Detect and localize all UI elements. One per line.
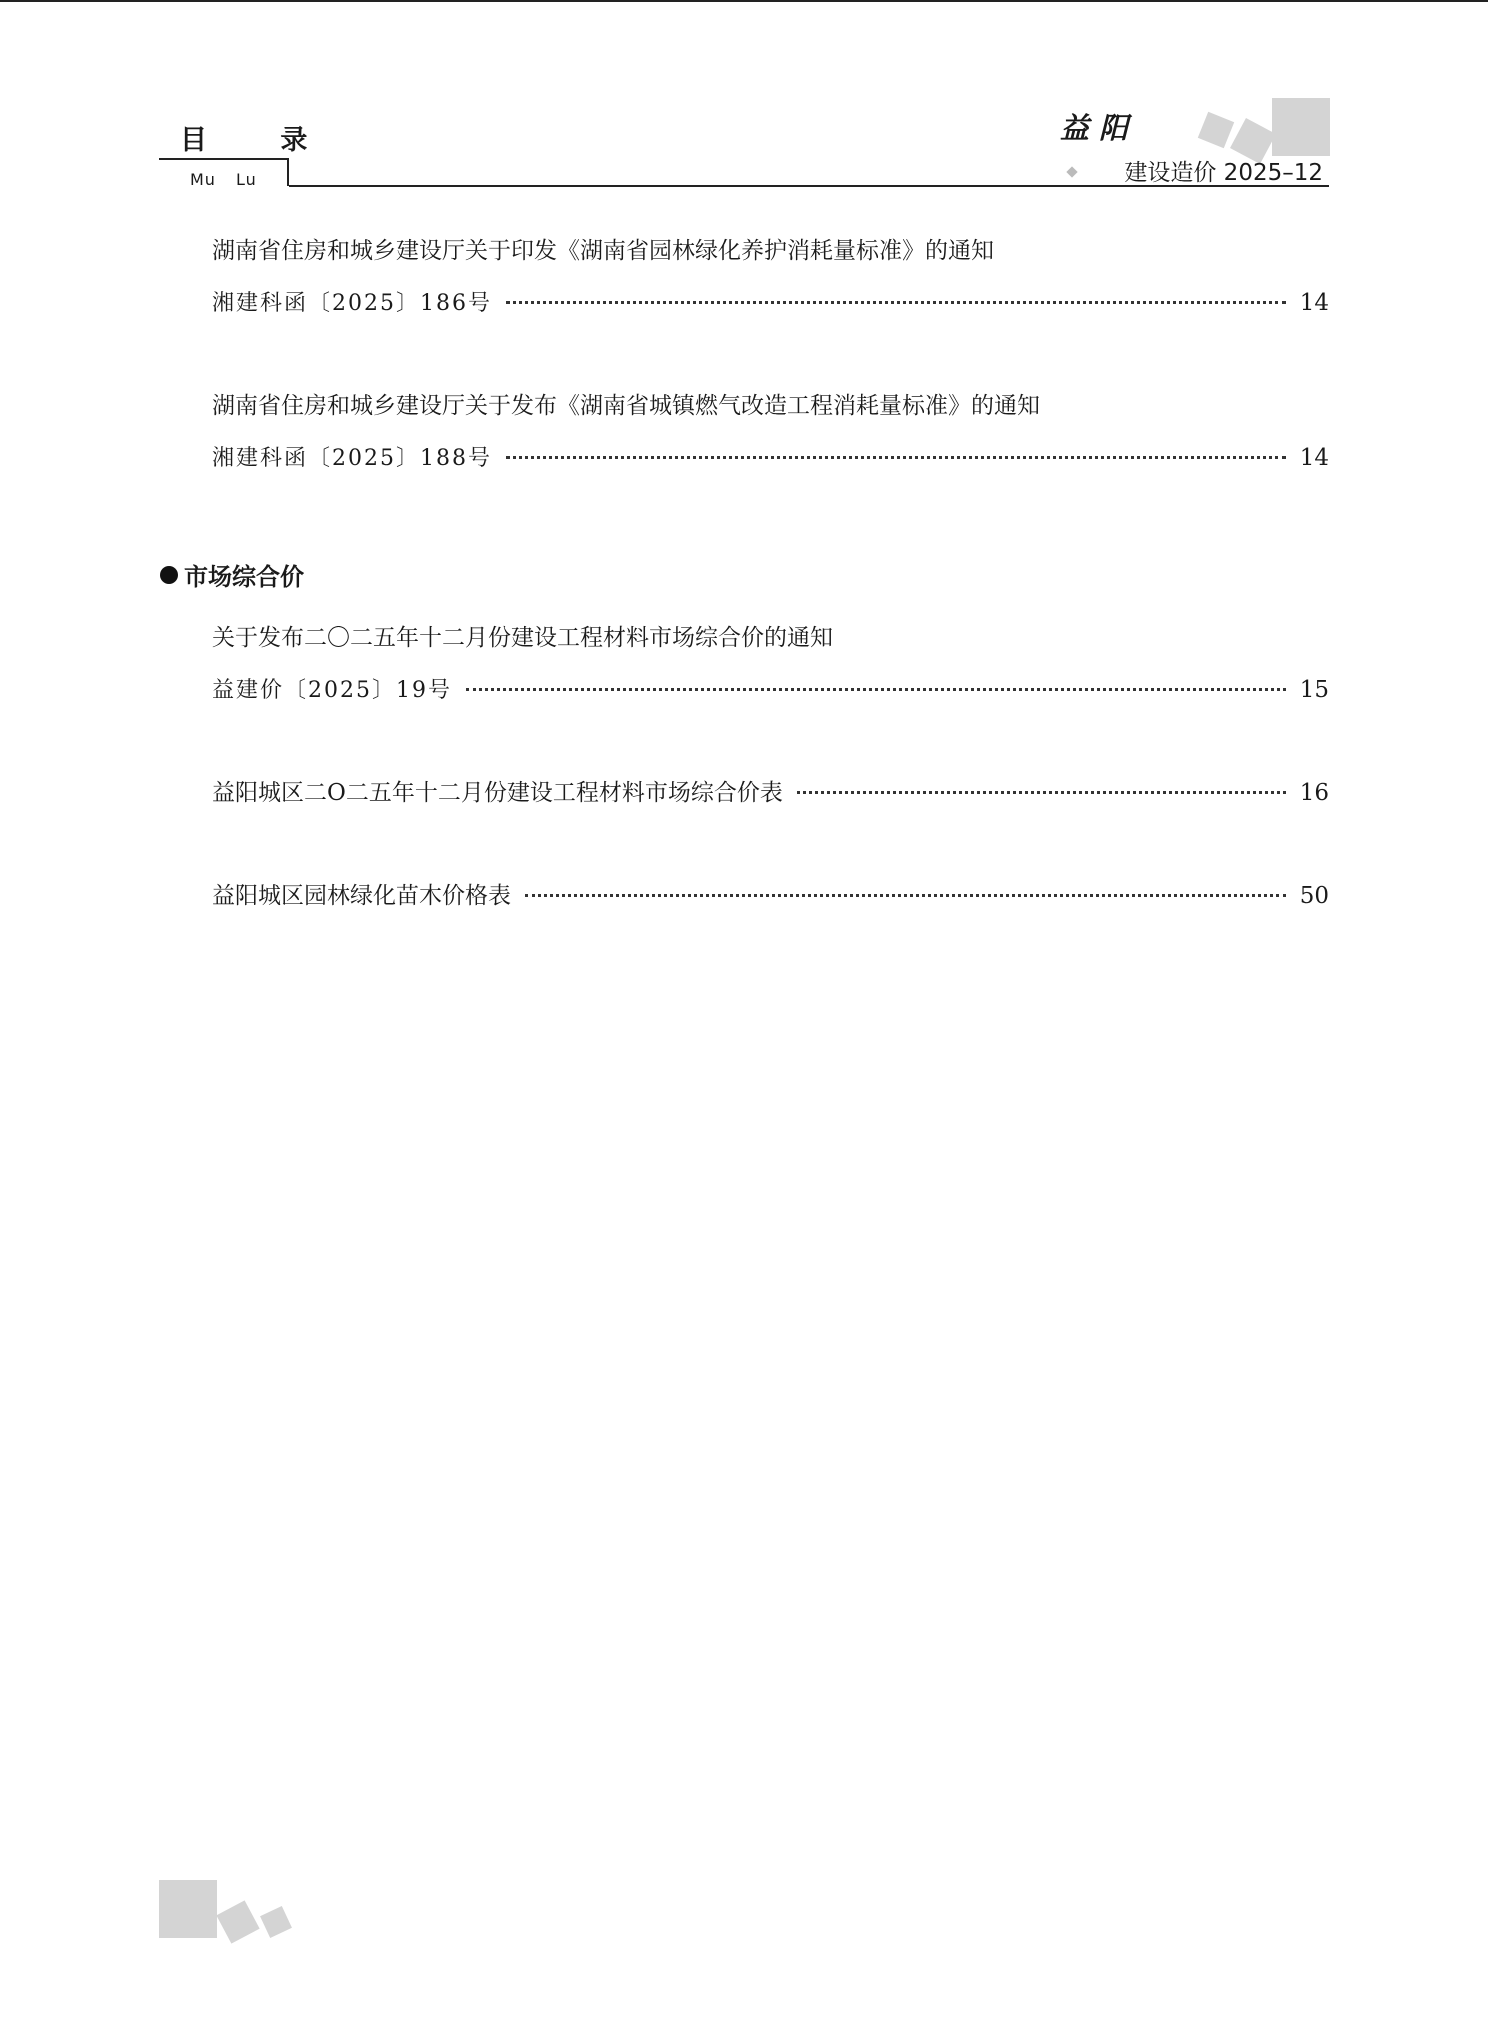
toc-page-number: 50 (1299, 883, 1329, 909)
toc-heading-pinyin: Mu Lu (190, 170, 257, 189)
toc-entry[interactable] (212, 441, 1329, 472)
toc-page-number: 14 (1299, 445, 1329, 471)
toc-entry-title: 湖南省住房和城乡建设厅关于发布《湖南省城镇燃气改造工程消耗量标准》的通知 (212, 393, 1040, 419)
toc-page-number: 16 (1299, 780, 1329, 806)
toc-entry-title: 关于发布二〇二五年十二月份建设工程材料市场综合价的通知 (212, 625, 833, 651)
section-heading (160, 557, 304, 592)
toc-entry[interactable] (212, 286, 1329, 317)
footer-deco-square (159, 1880, 217, 1938)
toc-entry[interactable] (212, 673, 1329, 704)
section-heading-text: 市场综合价 (184, 563, 304, 591)
toc-entry[interactable] (212, 877, 1329, 910)
bullet-icon (160, 566, 178, 584)
toc-leader-dots (506, 301, 1286, 304)
toc-page-number: 14 (1299, 290, 1329, 316)
journal-issue: 建设造价 2025–12 (1124, 160, 1323, 186)
toc-leader-dots (506, 456, 1286, 459)
toc-entry-doc-no: 湘建科函〔2025〕188号 (212, 446, 492, 471)
toc-leader-dots (797, 791, 1286, 794)
toc-leader-dots (525, 894, 1286, 897)
toc-entry-doc-no: 益建价〔2025〕19号 (212, 678, 452, 703)
toc-heading: 目 录 (180, 125, 340, 156)
toc-entry-title: 益阳城区二O二五年十二月份建设工程材料市场综合价表 (212, 780, 783, 806)
toc-page-number: 15 (1299, 677, 1329, 703)
journal-title: 益阳 (1060, 111, 1139, 145)
toc-entry-title: 益阳城区园林绿化苗木价格表 (212, 883, 511, 909)
toc-entry-doc-no: 湘建科函〔2025〕186号 (212, 291, 492, 316)
toc-leader-dots (466, 688, 1286, 691)
toc-entry[interactable] (212, 774, 1329, 807)
toc-entry-title: 湖南省住房和城乡建设厅关于印发《湖南省园林绿化养护消耗量标准》的通知 (212, 238, 994, 264)
